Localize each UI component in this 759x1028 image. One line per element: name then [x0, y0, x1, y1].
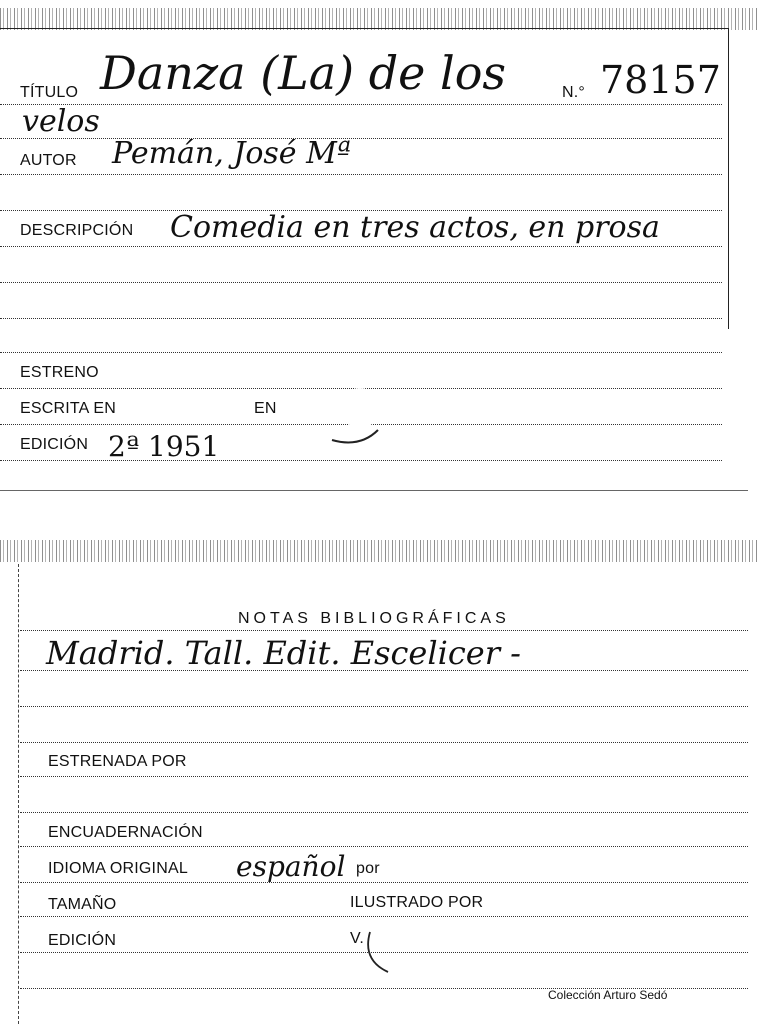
- ruled-line: [0, 318, 722, 319]
- idioma-original-handwritten: español: [236, 850, 346, 883]
- autor-handwritten: Pemán, José Mª: [112, 136, 352, 171]
- notas-bibliograficas-heading: NOTAS BIBLIOGRÁFICAS: [238, 610, 510, 627]
- escrita-en-label: ESCRITA EN: [20, 400, 116, 417]
- ruled-line: [20, 882, 748, 883]
- notas-handwritten: Madrid. Tall. Edit. Escelicer -: [46, 634, 521, 672]
- titulo-continuation-handwritten: velos: [22, 104, 100, 139]
- ruled-line: [20, 916, 748, 917]
- autor-label: AUTOR: [20, 152, 77, 169]
- descripcion-label: DESCRIPCIÓN: [20, 222, 134, 239]
- edicion-label: EDICIÓN: [48, 932, 117, 949]
- ilustrado-por-label: ILUSTRADO POR: [350, 894, 484, 911]
- por-label: por: [356, 860, 380, 877]
- descripcion-handwritten: Comedia en tres actos, en prosa: [170, 210, 660, 245]
- ruled-line: [0, 282, 722, 283]
- card-bottom-edge: [0, 490, 748, 491]
- estreno-label: ESTRENO: [20, 364, 99, 381]
- ruled-line: [20, 742, 748, 743]
- punch-hole-arc: [360, 920, 420, 980]
- ruled-line: [20, 846, 748, 847]
- punch-hole-arc: [320, 380, 390, 450]
- card-left-edge: [18, 564, 19, 1024]
- numero-handwritten: 78157: [600, 58, 721, 102]
- ruled-line: [20, 706, 748, 707]
- estrenada-por-label: ESTRENADA POR: [48, 753, 187, 770]
- edicion-handwritten: 2ª 1951: [108, 430, 220, 463]
- ruled-line: [20, 630, 748, 631]
- idioma-original-label: IDIOMA ORIGINAL: [48, 860, 188, 877]
- edicion-label: EDICIÓN: [20, 436, 89, 453]
- encuadernacion-label: ENCUADERNACIÓN: [48, 824, 203, 841]
- card-edge-noise: [0, 540, 759, 562]
- ruled-line: [0, 104, 722, 105]
- titulo-label: TÍTULO: [20, 84, 79, 101]
- ruled-line: [0, 174, 722, 175]
- en-label: EN: [254, 400, 277, 417]
- ruled-line: [0, 138, 722, 139]
- tamano-label: TAMAÑO: [48, 896, 117, 913]
- v-label: V.: [350, 930, 365, 947]
- ruled-line: [0, 246, 722, 247]
- titulo-handwritten: Danza (La) de los: [100, 46, 507, 100]
- card-edge-noise: [0, 8, 759, 30]
- catalog-card-front: [0, 0, 759, 500]
- ruled-line: [0, 352, 722, 353]
- numero-label: N.°: [562, 84, 585, 101]
- collection-footer: Colección Arturo Sedó: [548, 988, 668, 1002]
- ruled-line: [20, 812, 748, 813]
- ruled-line: [20, 776, 748, 777]
- catalog-card-back: [0, 540, 759, 1028]
